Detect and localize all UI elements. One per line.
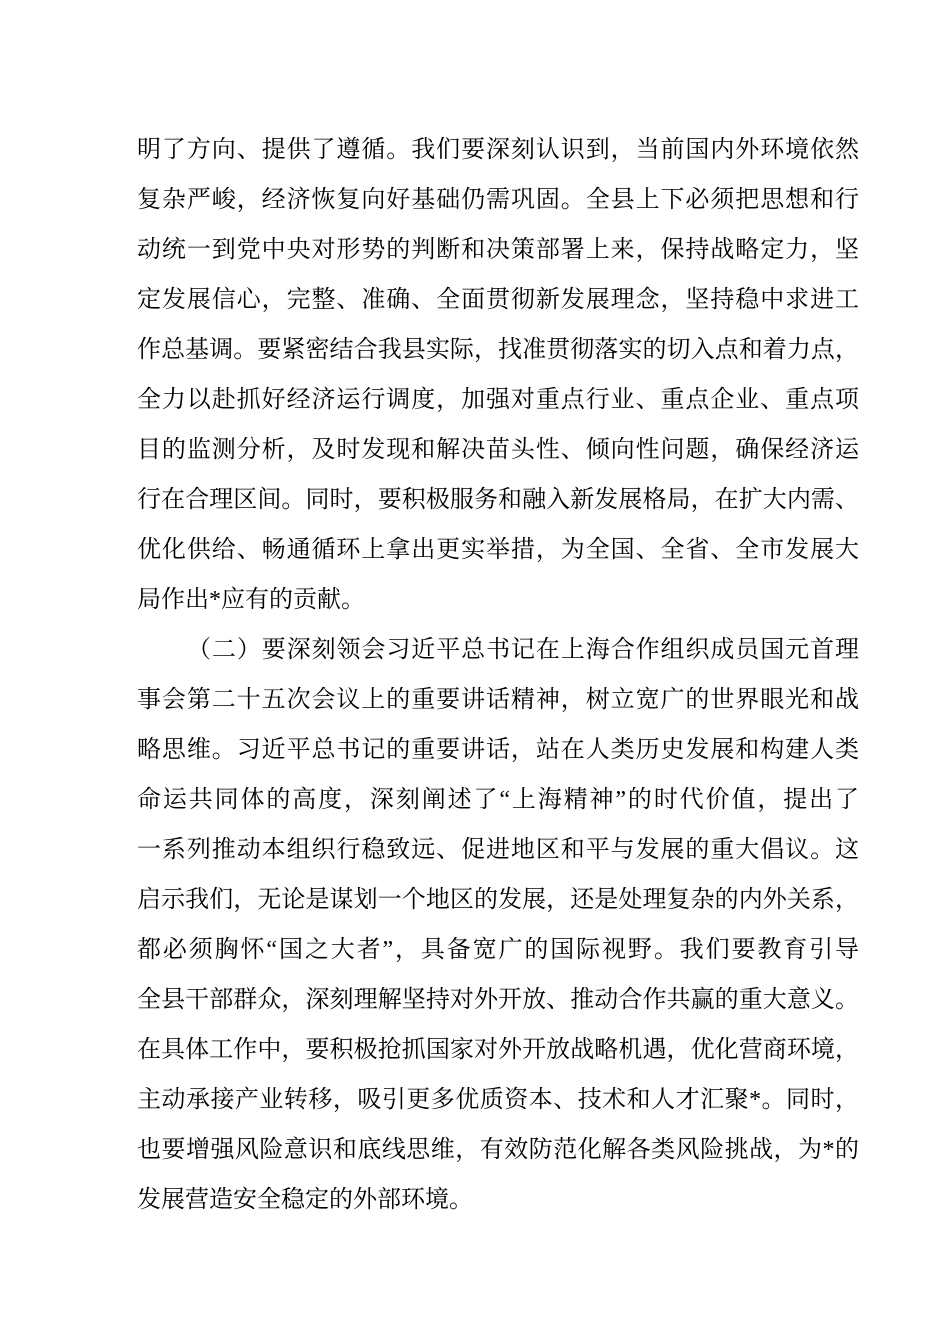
- text-line: 命运共同体的高度，深刻阐述了“上海精神”的时代价值，提出了: [137, 787, 859, 813]
- text-line: 在具体工作中，要积极抢抓国家对外开放战略机遇，优化营商环境，: [137, 1037, 859, 1063]
- text-line: 也要增强风险意识和底线思维，有效防范化解各类风险挑战，为*的: [137, 1137, 859, 1163]
- text-line: 启示我们，无论是谋划一个地区的发展，还是处理复杂的内外关系，: [137, 887, 859, 913]
- text-line: 略思维。习近平总书记的重要讲话，站在人类历史发展和构建人类: [137, 737, 859, 763]
- text-line: 作总基调。要紧密结合我县实际，找准贯彻落实的切入点和着力点，: [137, 337, 859, 363]
- text-line: 全县干部群众，深刻理解坚持对外开放、推动合作共赢的重大意义。: [137, 987, 859, 1013]
- text-line: 都必须胸怀“国之大者”，具备宽广的国际视野。我们要教育引导: [137, 937, 859, 963]
- text-line: 明了方向、提供了遵循。我们要深刻认识到，当前国内外环境依然: [137, 137, 859, 163]
- text-line: （二）要深刻领会习近平总书记在上海合作组织成员国元首理: [187, 637, 859, 663]
- text-line: 主动承接产业转移，吸引更多优质资本、技术和人才汇聚*。同时，: [137, 1087, 859, 1113]
- text-line: 全力以赴抓好经济运行调度，加强对重点行业、重点企业、重点项: [137, 387, 859, 413]
- text-line: 一系列推动本组织行稳致远、促进地区和平与发展的重大倡议。这: [137, 837, 859, 863]
- paragraph-continued: [137, 125, 859, 625]
- text-line: 优化供给、畅通循环上拿出更实举措，为全国、全省、全市发展大: [137, 537, 859, 563]
- text-block: [137, 125, 859, 1225]
- text-line: 事会第二十五次会议上的重要讲话精神，树立宽广的世界眼光和战: [137, 687, 859, 713]
- text-line: 定发展信心，完整、准确、全面贯彻新发展理念，坚持稳中求进工: [137, 287, 859, 313]
- paragraph-section-two: [137, 625, 859, 1225]
- text-line: 发展营造安全稳定的外部环境。: [137, 1187, 473, 1213]
- text-line: 动统一到党中央对形势的判断和决策部署上来，保持战略定力，坚: [137, 237, 859, 263]
- text-line: 目的监测分析，及时发现和解决苗头性、倾向性问题，确保经济运: [137, 437, 859, 463]
- text-line: 复杂严峻，经济恢复向好基础仍需巩固。全县上下必须把思想和行: [137, 187, 859, 213]
- text-line: 行在合理区间。同时，要积极服务和融入新发展格局，在扩大内需、: [137, 487, 859, 513]
- text-line: 局作出*应有的贡献。: [137, 587, 365, 613]
